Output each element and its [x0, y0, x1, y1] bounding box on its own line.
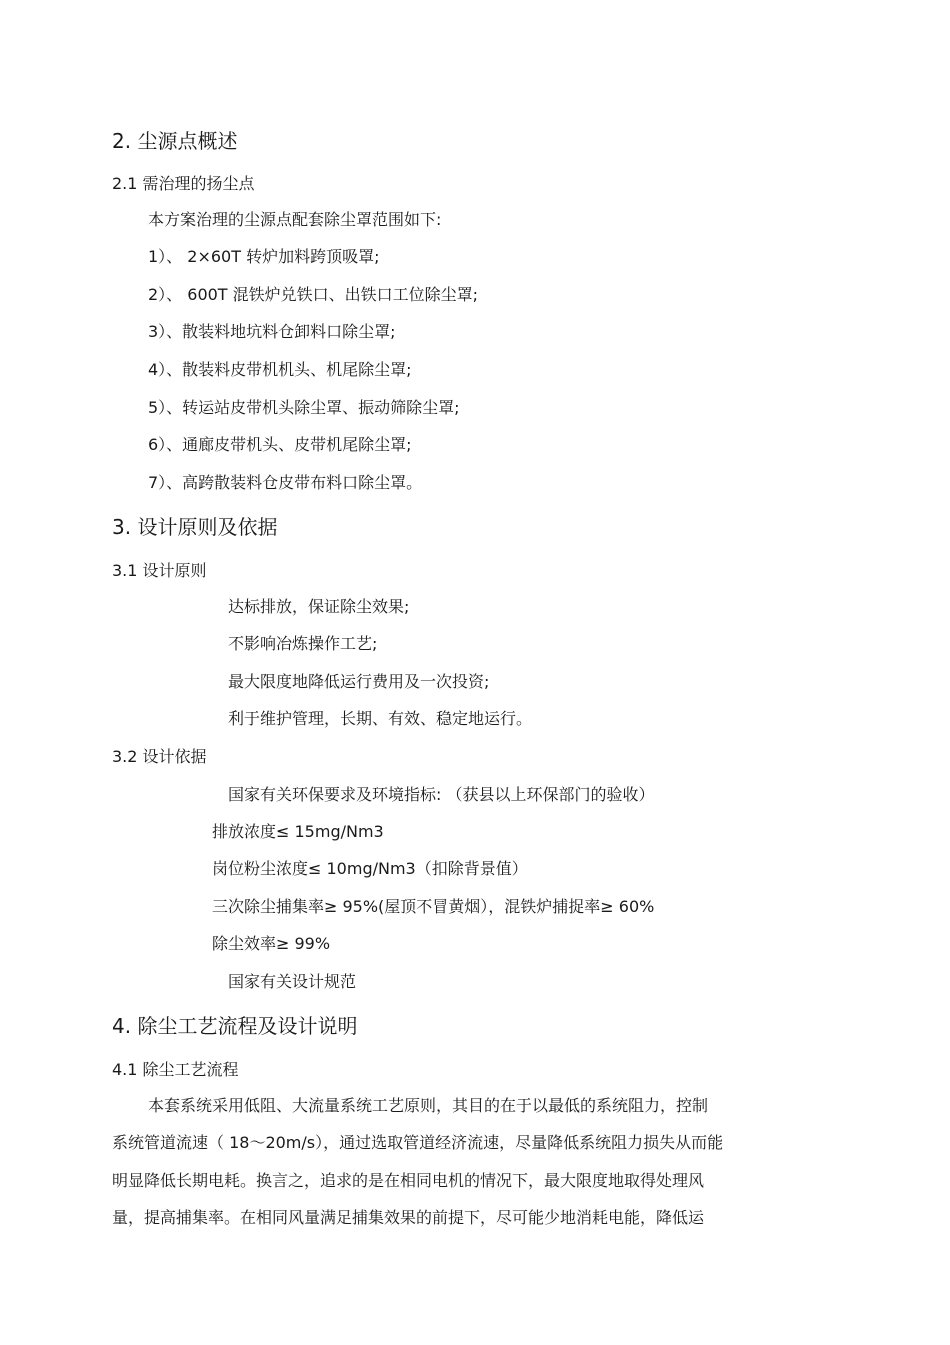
section-2-1-title: 2.1 需治理的扬尘点 — [112, 174, 255, 193]
design-principle-item: 达标排放，保证除尘效果; — [228, 597, 410, 616]
section-3-1-title: 3.1 设计原则 — [112, 561, 207, 580]
design-principle-item: 最大限度地降低运行费用及一次投资; — [228, 672, 490, 691]
dust-point-item: 7）、高跨散装料仓皮带布料口除尘罩。 — [148, 473, 423, 492]
design-basis-item: 排放浓度≤ 15mg/Nm3 — [212, 822, 384, 841]
dust-point-item: 2）、 600T 混铁炉兑铁口、出铁口工位除尘罩; — [148, 285, 479, 304]
section-4-title: 4. 除尘工艺流程及设计说明 — [112, 1014, 358, 1038]
dust-point-item: 4）、散装料皮带机机头、机尾除尘罩; — [148, 360, 412, 379]
paragraph-line: 量，提高捕集率。在相同风量满足捕集效果的前提下，尽可能少地消耗电能，降低运 — [112, 1208, 705, 1227]
design-principle-item: 不影响冶炼操作工艺; — [228, 634, 378, 653]
design-basis-item: 除尘效率≥ 99% — [212, 934, 331, 953]
design-basis-item: 岗位粉尘浓度≤ 10mg/Nm3（扣除背景值） — [212, 859, 528, 878]
section-3-2-title: 3.2 设计依据 — [112, 747, 207, 766]
dust-point-item: 1）、 2×60T 转炉加料跨顶吸罩; — [148, 247, 380, 266]
section-4-1-title: 4.1 除尘工艺流程 — [112, 1060, 239, 1079]
section-2-title: 2. 尘源点概述 — [112, 129, 238, 153]
paragraph-line: 明显降低长期电耗。换言之，追求的是在相同电机的情况下，最大限度地取得处理风 — [112, 1171, 705, 1190]
dust-point-item: 5）、转运站皮带机头除尘罩、振动筛除尘罩; — [148, 398, 460, 417]
design-basis-item: 三次除尘捕集率≥ 95%(屋顶不冒黄烟），混铁炉捕捉率≥ 60% — [212, 897, 655, 916]
paragraph-line: 系统管道流速（ 18～20m/s），通过选取管道经济流速，尽量降低系统阻力损失从而能 — [112, 1133, 724, 1152]
section-3-title: 3. 设计原则及依据 — [112, 515, 278, 539]
design-principle-item: 利于维护管理，长期、有效、稳定地运行。 — [228, 709, 533, 728]
dust-point-item: 6）、通廊皮带机头、皮带机尾除尘罩; — [148, 435, 412, 454]
paragraph-line: 本套系统采用低阻、大流量系统工艺原则，其目的在于以最低的系统阻力，控制 — [148, 1096, 709, 1115]
design-basis-item: 国家有关设计规范 — [228, 972, 357, 991]
design-basis-item: 国家有关环保要求及环境指标: （获县以上环保部门的验收） — [228, 785, 655, 804]
dust-point-item: 3）、散装料地坑料仓卸料口除尘罩; — [148, 322, 396, 341]
section-2-1-intro: 本方案治理的尘源点配套除尘罩范围如下: — [148, 210, 442, 229]
